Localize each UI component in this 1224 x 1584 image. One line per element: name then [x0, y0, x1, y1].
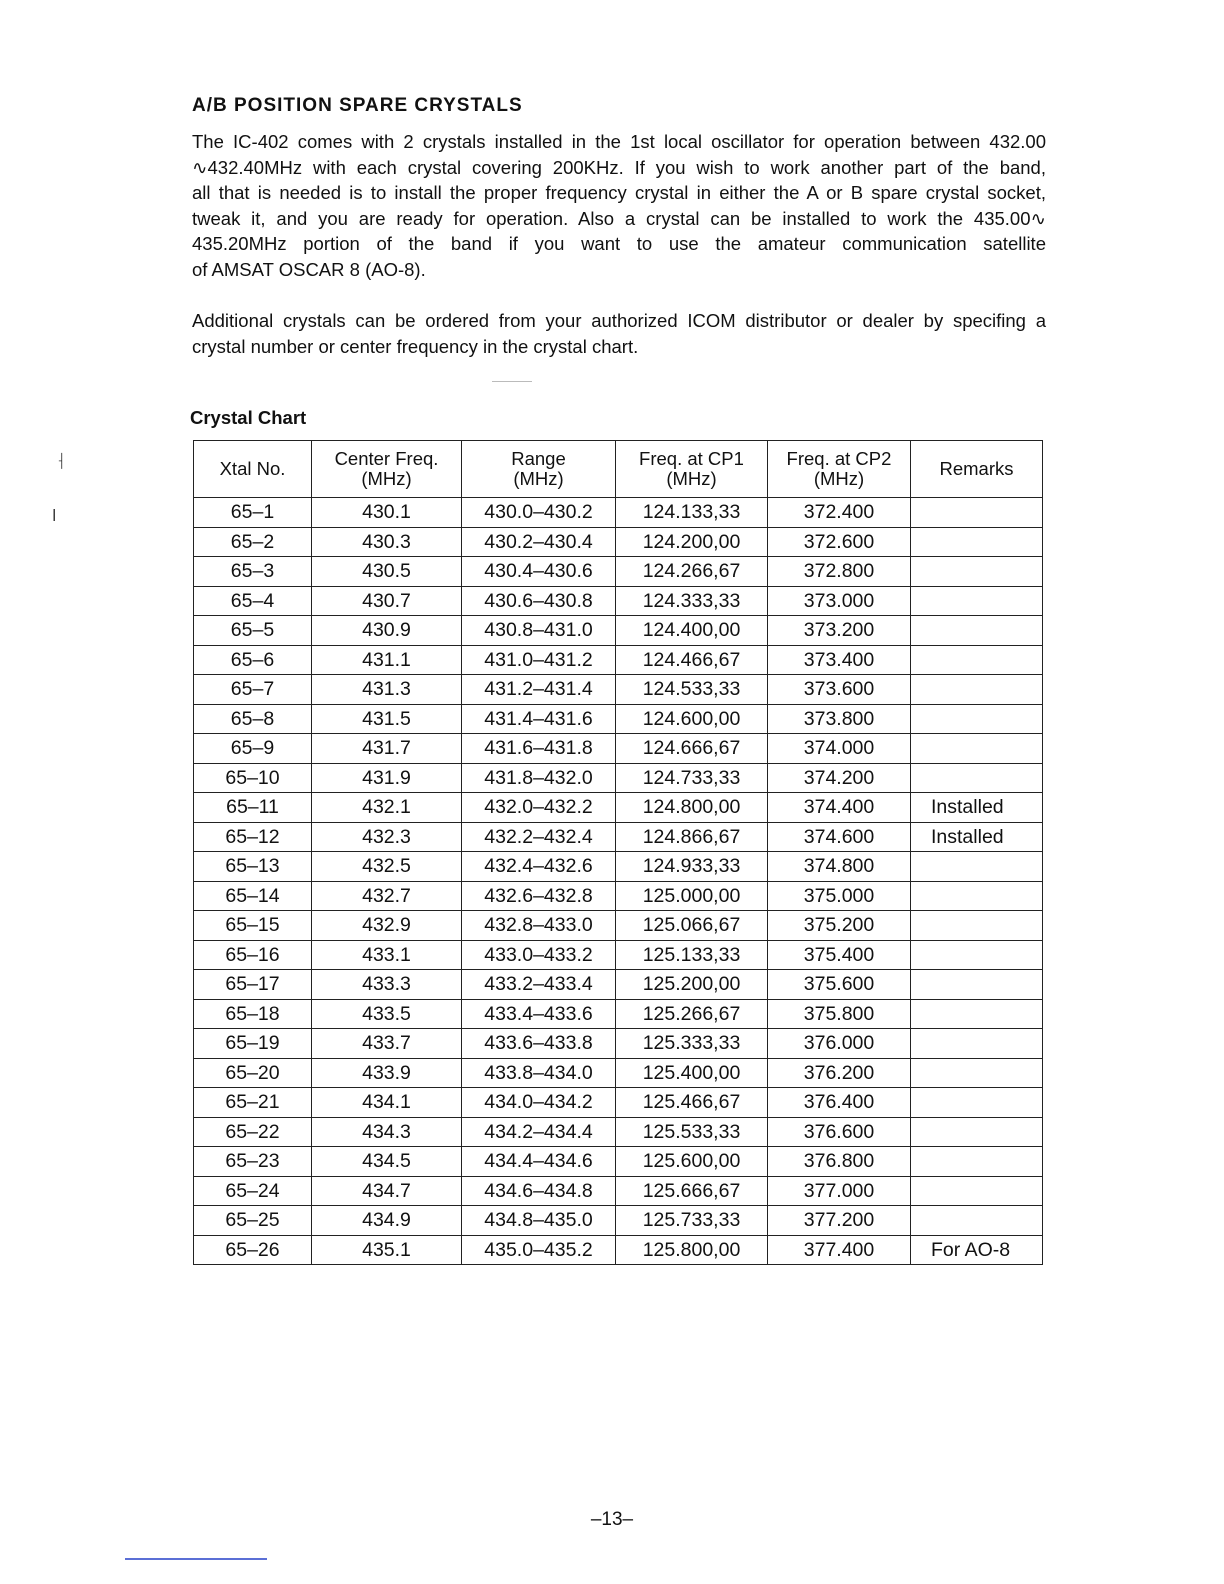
cell-center-freq: 432.5 [312, 852, 462, 882]
cell-freq-cp2: 373.800 [768, 704, 911, 734]
cell-range: 432.2–432.4 [462, 822, 616, 852]
cell-xtal-no: 65–21 [194, 1088, 312, 1118]
cell-freq-cp1: 124.466,67 [616, 645, 768, 675]
paragraph-line: The IC-402 comes with 2 crystals installed in the 1st local oscillator for operation between 432.00 [192, 131, 1046, 152]
cell-center-freq: 430.7 [312, 586, 462, 616]
cell-xtal-no: 65–12 [194, 822, 312, 852]
cell-remarks [911, 1206, 1043, 1236]
cell-freq-cp2: 374.000 [768, 734, 911, 764]
cell-freq-cp2: 376.400 [768, 1088, 911, 1118]
cell-center-freq: 433.7 [312, 1029, 462, 1059]
cell-freq-cp1: 124.400,00 [616, 616, 768, 646]
table-row [194, 881, 1043, 911]
cell-freq-cp2: 374.600 [768, 822, 911, 852]
cell-xtal-no: 65–8 [194, 704, 312, 734]
cell-freq-cp1: 124.600,00 [616, 704, 768, 734]
table-row [194, 734, 1043, 764]
cell-range: 431.0–431.2 [462, 645, 616, 675]
paragraph-line: ∿432.40MHz with each crystal covering 200KHz. If you wish to work another part of the band, [192, 156, 1046, 178]
cell-remarks [911, 557, 1043, 587]
cell-freq-cp2: 373.600 [768, 675, 911, 705]
cell-remarks [911, 616, 1043, 646]
table-body [194, 498, 1043, 1265]
cell-remarks [911, 645, 1043, 675]
cell-freq-cp1: 125.600,00 [616, 1147, 768, 1177]
cell-range: 433.4–433.6 [462, 999, 616, 1029]
cell-center-freq: 433.3 [312, 970, 462, 1000]
cell-range: 433.0–433.2 [462, 940, 616, 970]
cell-xtal-no: 65–17 [194, 970, 312, 1000]
table-row [194, 911, 1043, 941]
cell-range: 430.0–430.2 [462, 498, 616, 528]
cell-remarks [911, 763, 1043, 793]
cell-center-freq: 432.7 [312, 881, 462, 911]
cell-remarks: Installed [911, 822, 1043, 852]
cell-freq-cp2: 377.000 [768, 1176, 911, 1206]
cell-freq-cp2: 376.200 [768, 1058, 911, 1088]
cell-freq-cp1: 125.800,00 [616, 1235, 768, 1265]
cell-range: 434.4–434.6 [462, 1147, 616, 1177]
cell-center-freq: 434.3 [312, 1117, 462, 1147]
cell-center-freq: 432.9 [312, 911, 462, 941]
cell-freq-cp2: 372.800 [768, 557, 911, 587]
cell-range: 434.8–435.0 [462, 1206, 616, 1236]
cell-remarks [911, 675, 1043, 705]
table-row [194, 645, 1043, 675]
table-row [194, 675, 1043, 705]
cell-range: 432.8–433.0 [462, 911, 616, 941]
cell-xtal-no: 65–1 [194, 498, 312, 528]
cell-center-freq: 431.7 [312, 734, 462, 764]
divider [492, 381, 532, 382]
cell-remarks [911, 1029, 1043, 1059]
header-xtal-no: Xtal No. [194, 441, 312, 498]
cell-freq-cp1: 124.866,67 [616, 822, 768, 852]
header-freq-cp2: Freq. at CP2 (MHz) [768, 441, 911, 498]
cell-freq-cp1: 125.733,33 [616, 1206, 768, 1236]
header-range: Range (MHz) [462, 441, 616, 498]
cell-freq-cp1: 125.000,00 [616, 881, 768, 911]
table-row [194, 616, 1043, 646]
table-row [194, 793, 1043, 823]
cell-center-freq: 431.9 [312, 763, 462, 793]
ordering-paragraph [192, 308, 1046, 359]
table-row [194, 940, 1043, 970]
cell-xtal-no: 65–19 [194, 1029, 312, 1059]
cell-remarks [911, 881, 1043, 911]
cell-freq-cp1: 125.066,67 [616, 911, 768, 941]
cell-freq-cp2: 376.000 [768, 1029, 911, 1059]
intro-paragraph [192, 129, 1046, 283]
cell-xtal-no: 65–11 [194, 793, 312, 823]
cell-xtal-no: 65–4 [194, 586, 312, 616]
cell-freq-cp1: 125.133,33 [616, 940, 768, 970]
cell-freq-cp1: 124.733,33 [616, 763, 768, 793]
cell-xtal-no: 65–3 [194, 557, 312, 587]
cell-range: 432.6–432.8 [462, 881, 616, 911]
cell-xtal-no: 65–9 [194, 734, 312, 764]
table-row [194, 1206, 1043, 1236]
cell-center-freq: 431.5 [312, 704, 462, 734]
cell-freq-cp1: 124.200,00 [616, 527, 768, 557]
cell-center-freq: 434.9 [312, 1206, 462, 1236]
cell-center-freq: 434.1 [312, 1088, 462, 1118]
cell-remarks [911, 852, 1043, 882]
cell-freq-cp2: 376.800 [768, 1147, 911, 1177]
cell-range: 432.4–432.6 [462, 852, 616, 882]
margin-mark: ⅼ [52, 508, 57, 525]
page-number: –13– [590, 1509, 634, 1530]
cell-range: 433.8–434.0 [462, 1058, 616, 1088]
cell-center-freq: 432.3 [312, 822, 462, 852]
table-row [194, 1235, 1043, 1265]
cell-freq-cp2: 377.400 [768, 1235, 911, 1265]
cell-remarks [911, 1117, 1043, 1147]
cell-xtal-no: 65–10 [194, 763, 312, 793]
header-center-freq: Center Freq. (MHz) [312, 441, 462, 498]
cell-center-freq: 430.5 [312, 557, 462, 587]
cell-xtal-no: 65–2 [194, 527, 312, 557]
cell-freq-cp2: 372.600 [768, 527, 911, 557]
header-freq-cp1: Freq. at CP1 (MHz) [616, 441, 768, 498]
cell-freq-cp2: 372.400 [768, 498, 911, 528]
header-remarks: Remarks [911, 441, 1043, 498]
cell-freq-cp1: 125.200,00 [616, 970, 768, 1000]
table-row [194, 1058, 1043, 1088]
cell-range: 432.0–432.2 [462, 793, 616, 823]
cell-xtal-no: 65–20 [194, 1058, 312, 1088]
section-heading: A/B POSITION SPARE CRYSTALS [192, 95, 523, 116]
cell-freq-cp2: 374.800 [768, 852, 911, 882]
cell-freq-cp1: 125.466,67 [616, 1088, 768, 1118]
cell-xtal-no: 65–16 [194, 940, 312, 970]
table-row [194, 1088, 1043, 1118]
cell-remarks [911, 1088, 1043, 1118]
cell-center-freq: 434.5 [312, 1147, 462, 1177]
cell-remarks [911, 527, 1043, 557]
paragraph-line: 435.20MHz portion of the band if you want to use the amateur communication satellite [192, 233, 1046, 255]
cell-freq-cp1: 125.266,67 [616, 999, 768, 1029]
cell-freq-cp1: 124.666,67 [616, 734, 768, 764]
cell-center-freq: 431.1 [312, 645, 462, 675]
table-row [194, 970, 1043, 1000]
table-row [194, 1147, 1043, 1177]
cell-range: 434.0–434.2 [462, 1088, 616, 1118]
cell-freq-cp1: 124.933,33 [616, 852, 768, 882]
table-row [194, 763, 1043, 793]
cell-xtal-no: 65–22 [194, 1117, 312, 1147]
cell-freq-cp2: 375.400 [768, 940, 911, 970]
cell-range: 433.6–433.8 [462, 1029, 616, 1059]
cell-freq-cp1: 125.333,33 [616, 1029, 768, 1059]
cell-range: 431.4–431.6 [462, 704, 616, 734]
cell-xtal-no: 65–24 [194, 1176, 312, 1206]
cell-range: 431.8–432.0 [462, 763, 616, 793]
chart-title: Crystal Chart [190, 407, 307, 428]
cell-xtal-no: 65–6 [194, 645, 312, 675]
cell-xtal-no: 65–5 [194, 616, 312, 646]
cell-remarks [911, 734, 1043, 764]
cell-freq-cp1: 125.666,67 [616, 1176, 768, 1206]
cell-remarks [911, 911, 1043, 941]
cell-remarks [911, 1147, 1043, 1177]
cell-range: 433.2–433.4 [462, 970, 616, 1000]
table-row [194, 822, 1043, 852]
cell-xtal-no: 65–25 [194, 1206, 312, 1236]
crystal-chart-table [193, 440, 1043, 1265]
cell-remarks [911, 1058, 1043, 1088]
cell-center-freq: 431.3 [312, 675, 462, 705]
paragraph-line: all that is needed is to install the proper frequency crystal in either the A or B spare crystal socket, [192, 182, 1046, 204]
paragraph-line: tweak it, and you are ready for operation. Also a crystal can be installed to work the 435.00∿ [192, 207, 1046, 229]
cell-center-freq: 433.9 [312, 1058, 462, 1088]
cell-range: 430.8–431.0 [462, 616, 616, 646]
footer-rule [125, 1558, 267, 1560]
cell-freq-cp2: 373.200 [768, 616, 911, 646]
cell-freq-cp2: 375.200 [768, 911, 911, 941]
table-row [194, 1117, 1043, 1147]
cell-freq-cp2: 377.200 [768, 1206, 911, 1236]
cell-freq-cp2: 374.400 [768, 793, 911, 823]
cell-range: 431.6–431.8 [462, 734, 616, 764]
cell-center-freq: 430.1 [312, 498, 462, 528]
cell-freq-cp2: 374.200 [768, 763, 911, 793]
table-row [194, 999, 1043, 1029]
cell-range: 434.6–434.8 [462, 1176, 616, 1206]
table-row [194, 1176, 1043, 1206]
table-header-row [194, 441, 1043, 498]
cell-center-freq: 434.7 [312, 1176, 462, 1206]
table-row [194, 527, 1043, 557]
cell-freq-cp1: 124.333,33 [616, 586, 768, 616]
cell-freq-cp1: 124.133,33 [616, 498, 768, 528]
table-row [194, 704, 1043, 734]
cell-range: 430.4–430.6 [462, 557, 616, 587]
cell-freq-cp1: 125.533,33 [616, 1117, 768, 1147]
cell-range: 435.0–435.2 [462, 1235, 616, 1265]
cell-range: 431.2–431.4 [462, 675, 616, 705]
cell-xtal-no: 65–23 [194, 1147, 312, 1177]
cell-freq-cp1: 124.266,67 [616, 557, 768, 587]
cell-center-freq: 433.5 [312, 999, 462, 1029]
table-row [194, 586, 1043, 616]
cell-freq-cp1: 124.800,00 [616, 793, 768, 823]
cell-remarks [911, 1176, 1043, 1206]
cell-freq-cp2: 373.400 [768, 645, 911, 675]
cell-center-freq: 430.3 [312, 527, 462, 557]
table-row [194, 852, 1043, 882]
cell-xtal-no: 65–14 [194, 881, 312, 911]
cell-remarks [911, 704, 1043, 734]
paragraph-line: Additional crystals can be ordered from your authorized ICOM distributor or dealer by specifing a [192, 310, 1046, 331]
cell-remarks [911, 498, 1043, 528]
cell-center-freq: 432.1 [312, 793, 462, 823]
cell-center-freq: 433.1 [312, 940, 462, 970]
table-row [194, 557, 1043, 587]
margin-mark: ⸡ [56, 452, 65, 469]
cell-remarks: For AO-8 [911, 1235, 1043, 1265]
cell-remarks [911, 970, 1043, 1000]
cell-center-freq: 435.1 [312, 1235, 462, 1265]
cell-freq-cp2: 375.800 [768, 999, 911, 1029]
paragraph-line: crystal number or center frequency in the crystal chart. [192, 335, 639, 357]
cell-xtal-no: 65–13 [194, 852, 312, 882]
cell-freq-cp1: 125.400,00 [616, 1058, 768, 1088]
cell-freq-cp2: 375.000 [768, 881, 911, 911]
cell-range: 430.2–430.4 [462, 527, 616, 557]
table-row [194, 1029, 1043, 1059]
table-row [194, 498, 1043, 528]
cell-center-freq: 430.9 [312, 616, 462, 646]
cell-remarks [911, 586, 1043, 616]
cell-freq-cp2: 375.600 [768, 970, 911, 1000]
paragraph-line: of AMSAT OSCAR 8 (AO-8). [192, 258, 426, 280]
cell-freq-cp2: 373.000 [768, 586, 911, 616]
cell-remarks [911, 999, 1043, 1029]
cell-xtal-no: 65–26 [194, 1235, 312, 1265]
cell-xtal-no: 65–18 [194, 999, 312, 1029]
cell-xtal-no: 65–15 [194, 911, 312, 941]
cell-freq-cp1: 124.533,33 [616, 675, 768, 705]
cell-freq-cp2: 376.600 [768, 1117, 911, 1147]
cell-range: 430.6–430.8 [462, 586, 616, 616]
cell-remarks [911, 940, 1043, 970]
cell-xtal-no: 65–7 [194, 675, 312, 705]
cell-remarks: Installed [911, 793, 1043, 823]
cell-range: 434.2–434.4 [462, 1117, 616, 1147]
